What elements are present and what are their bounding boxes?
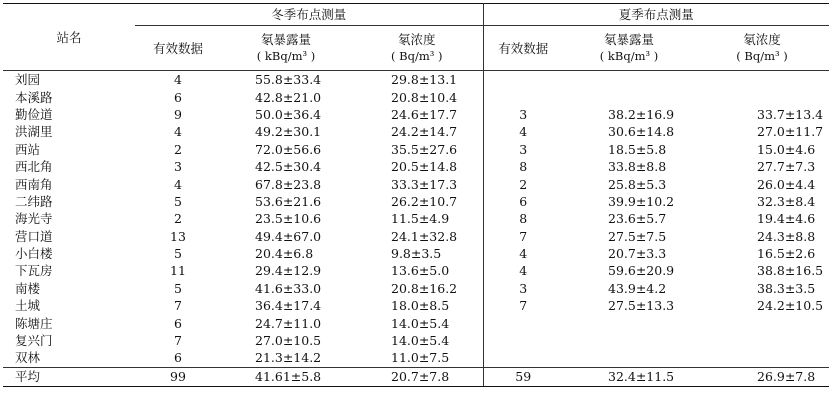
station-name-cell: 西北角: [15, 159, 53, 175]
winter-valid-count-cell: 7: [174, 333, 182, 349]
winter-exposure-cell: 49.4±67.0: [255, 228, 322, 244]
station-name-cell: 小白楼: [15, 246, 53, 262]
winter-valid-count-cell: 2: [174, 211, 182, 227]
winter-valid-count-cell: 11: [170, 263, 186, 279]
winter-conc-cell: 11.0±7.5: [351, 349, 483, 367]
winter-valid-count-cell: 13: [170, 228, 186, 244]
radon-measurement-table: [3, 3, 829, 387]
table-row: [3, 280, 829, 297]
winter-group-header: 冬季布点测量: [135, 4, 483, 26]
summer-exposure-cell: 38.2±16.9: [608, 106, 675, 122]
summer-conc-cell: 33.7±13.4: [757, 106, 824, 122]
average-row: [3, 367, 829, 386]
summer-exposure-cell: [563, 332, 695, 349]
station-name-cell: 洪湖里: [15, 124, 53, 140]
summer-valid-count-cell: [483, 332, 563, 349]
winter-exposure-cell: 67.8±23.8: [255, 176, 322, 192]
summer-conc-label: 氡浓度: [743, 32, 781, 47]
table-row: [3, 106, 829, 123]
winter-exposure-cell: 21.3±14.2: [255, 350, 322, 366]
winter-conc-cell: 20.8±16.2: [351, 280, 483, 297]
summer-valid-count-cell: 3: [519, 106, 528, 122]
summer-valid-count-cell: [483, 349, 563, 367]
summer-exposure-cell: 20.7±3.3: [608, 246, 667, 262]
average-winter-valid-count-cell: 99: [135, 367, 221, 386]
station-name-cell: 土城: [15, 298, 41, 314]
average-winter-exposure-cell: 41.61±5.8: [221, 367, 351, 386]
average-summer-conc-cell: 26.9±7.8: [695, 367, 829, 386]
summer-conc-cell: [695, 332, 829, 349]
winter-conc-cell: 33.3±17.3: [351, 175, 483, 192]
winter-exposure-cell: 42.5±30.4: [255, 159, 322, 175]
winter-conc-cell: 20.5±14.8: [351, 158, 483, 175]
station-name-cell: 下瓦房: [15, 263, 53, 279]
table-row: [3, 175, 829, 192]
winter-valid-count-cell: 4: [174, 124, 182, 140]
table-row: [3, 297, 829, 314]
winter-exposure-cell: 72.0±56.6: [255, 141, 322, 157]
summer-conc-cell: 38.3±3.5: [757, 280, 816, 296]
winter-conc-cell: 35.5±27.6: [351, 141, 483, 158]
winter-conc-cell: 14.0±5.4: [351, 314, 483, 331]
summer-conc-cell: 24.2±10.5: [757, 298, 824, 314]
table-row: [3, 332, 829, 349]
winter-valid-count-cell: 6: [174, 315, 182, 331]
table-row: [3, 314, 829, 331]
summer-exposure-unit: ( kBq/m³ ): [599, 49, 659, 63]
summer-conc-cell: 27.7±7.3: [757, 159, 816, 175]
station-name-cell: 西站: [15, 141, 41, 157]
winter-exposure-cell: 29.4±12.9: [255, 263, 322, 279]
station-header: 站名: [3, 4, 135, 71]
station-name-cell: 复兴门: [15, 333, 53, 349]
station-name-cell: 勤俭道: [15, 106, 53, 122]
summer-exposure-cell: 43.9±4.2: [608, 280, 667, 296]
winter-conc-cell: 24.6±17.7: [351, 106, 483, 123]
summer-valid-count-cell: [483, 88, 563, 105]
station-name-cell: 南楼: [15, 280, 41, 296]
summer-conc-cell: [695, 88, 829, 105]
summer-exposure-header: [563, 26, 695, 71]
average-summer-exposure-cell: 32.4±11.5: [563, 367, 695, 386]
summer-conc-cell: 16.5±2.6: [757, 246, 816, 262]
summer-conc-cell: 27.0±11.7: [757, 124, 824, 140]
summer-valid-count-cell: 3: [519, 280, 528, 296]
winter-valid-count-cell: 3: [174, 159, 182, 175]
summer-conc-unit: ( Bq/m³ ): [736, 49, 788, 63]
station-name-cell: 西南角: [15, 176, 53, 192]
winter-valid-count-cell: 6: [174, 89, 182, 105]
winter-conc-cell: 11.5±4.9: [351, 210, 483, 227]
winter-exposure-header: [221, 26, 351, 71]
winter-valid-count-cell: 5: [174, 246, 182, 262]
winter-conc-cell: 26.2±10.7: [351, 193, 483, 210]
winter-exposure-cell: 49.2±30.1: [255, 124, 322, 140]
winter-valid-count-cell: 7: [174, 298, 182, 314]
summer-conc-cell: [695, 314, 829, 331]
table-row: [3, 228, 829, 245]
summer-valid-data-label: 有效数据: [498, 40, 549, 56]
winter-exposure-cell: 42.8±21.0: [255, 89, 322, 105]
winter-valid-count-cell: 2: [174, 141, 182, 157]
winter-exposure-cell: 41.6±33.0: [255, 280, 322, 296]
summer-valid-count-cell: [483, 314, 563, 331]
summer-valid-count-cell: 3: [519, 141, 528, 157]
summer-conc-cell: 32.3±8.4: [757, 193, 816, 209]
summer-conc-cell: 38.8±16.5: [757, 263, 824, 279]
station-name-cell: 本溪路: [15, 89, 53, 105]
summer-exposure-cell: 30.6±14.8: [608, 124, 675, 140]
table-row: [3, 71, 829, 89]
table-row: [3, 210, 829, 227]
summer-valid-count-cell: 8: [519, 211, 528, 227]
winter-exposure-cell: 36.4±17.4: [255, 298, 322, 314]
winter-conc-cell: 24.1±32.8: [351, 228, 483, 245]
winter-conc-cell: 29.8±13.1: [351, 71, 483, 89]
table-row: [3, 349, 829, 367]
summer-exposure-cell: 33.8±8.8: [608, 159, 667, 175]
summer-valid-count-cell: 7: [519, 298, 528, 314]
summer-group-header: 夏季布点测量: [483, 4, 829, 26]
winter-exposure-unit: ( kBq/m³ ): [256, 49, 316, 63]
summer-valid-count-cell: 4: [519, 263, 528, 279]
summer-conc-cell: 15.0±4.6: [757, 141, 816, 157]
table-row: [3, 158, 829, 175]
station-name-cell: 双林: [15, 350, 41, 366]
station-name-cell: 二纬路: [15, 193, 53, 209]
winter-conc-cell: 9.8±3.5: [351, 245, 483, 262]
average-summer-valid-count-cell: 59: [483, 367, 563, 386]
summer-conc-cell: [695, 71, 829, 89]
summer-exposure-cell: 27.5±7.5: [608, 228, 667, 244]
winter-valid-count-cell: 4: [174, 72, 182, 88]
station-name-cell: 陈塘庄: [15, 315, 53, 331]
station-name-cell: 海光寺: [15, 211, 53, 227]
winter-exposure-label: 氡暴露量: [260, 32, 311, 47]
winter-valid-count-cell: 4: [174, 176, 182, 192]
summer-valid-data-header: [483, 26, 563, 71]
table-row: [3, 262, 829, 279]
summer-valid-count-cell: 7: [519, 228, 528, 244]
winter-conc-cell: 20.8±10.4: [351, 88, 483, 105]
summer-exposure-cell: [563, 88, 695, 105]
winter-valid-count-cell: 9: [174, 106, 182, 122]
summer-conc-cell: 19.4±4.6: [757, 211, 816, 227]
winter-conc-cell: 18.0±8.5: [351, 297, 483, 314]
winter-exposure-cell: 27.0±10.5: [255, 333, 322, 349]
table-row: [3, 193, 829, 210]
winter-exposure-cell: 55.8±33.4: [255, 72, 322, 88]
summer-exposure-cell: [563, 314, 695, 331]
summer-exposure-cell: [563, 71, 695, 89]
station-name-cell: 刘园: [15, 72, 41, 88]
summer-valid-count-cell: [483, 71, 563, 89]
winter-exposure-cell: 53.6±21.6: [255, 193, 322, 209]
winter-valid-count-cell: 5: [174, 280, 182, 296]
winter-conc-label: 氡浓度: [397, 32, 436, 47]
summer-exposure-cell: 39.9±10.2: [608, 193, 675, 209]
summer-exposure-cell: 27.5±13.3: [608, 298, 675, 314]
summer-conc-cell: 24.3±8.8: [757, 228, 816, 244]
summer-conc-header: [695, 26, 829, 71]
summer-exposure-cell: 59.6±20.9: [608, 263, 675, 279]
winter-valid-count-cell: 6: [174, 350, 182, 366]
average-station-name-cell: 平均: [3, 367, 135, 386]
winter-exposure-cell: 23.5±10.6: [255, 211, 322, 227]
summer-valid-count-cell: 8: [519, 159, 528, 175]
winter-exposure-cell: 20.4±6.8: [255, 246, 314, 262]
winter-exposure-cell: 50.0±36.4: [255, 106, 322, 122]
winter-conc-unit: ( Bq/m³ ): [391, 49, 443, 63]
summer-exposure-cell: 23.6±5.7: [608, 211, 667, 227]
winter-conc-header: [351, 26, 483, 71]
winter-conc-cell: 14.0±5.4: [351, 332, 483, 349]
winter-valid-data-header: [135, 26, 221, 71]
summer-exposure-cell: 25.8±5.3: [608, 176, 667, 192]
winter-conc-cell: 24.2±14.7: [351, 123, 483, 140]
winter-exposure-cell: 24.7±11.0: [255, 315, 322, 331]
average-winter-conc-cell: 20.7±7.8: [351, 367, 483, 386]
table-row: [3, 141, 829, 158]
winter-conc-cell: 13.6±5.0: [351, 262, 483, 279]
table-row: [3, 123, 829, 140]
summer-valid-count-cell: 6: [519, 193, 528, 209]
summer-exposure-cell: 18.5±5.8: [608, 141, 667, 157]
summer-valid-count-cell: 2: [519, 176, 528, 192]
table-body: [3, 71, 829, 387]
station-name-cell: 营口道: [15, 228, 53, 244]
summer-exposure-cell: [563, 349, 695, 367]
table-row: [3, 88, 829, 105]
winter-valid-data-label: 有效数据: [152, 40, 203, 56]
summer-valid-count-cell: 4: [519, 246, 528, 262]
winter-valid-count-cell: 5: [174, 193, 182, 209]
summer-conc-cell: 26.0±4.4: [757, 176, 816, 192]
summer-valid-count-cell: 4: [519, 124, 528, 140]
table-row: [3, 245, 829, 262]
summer-exposure-label: 氡暴露量: [603, 32, 654, 47]
summer-conc-cell: [695, 349, 829, 367]
